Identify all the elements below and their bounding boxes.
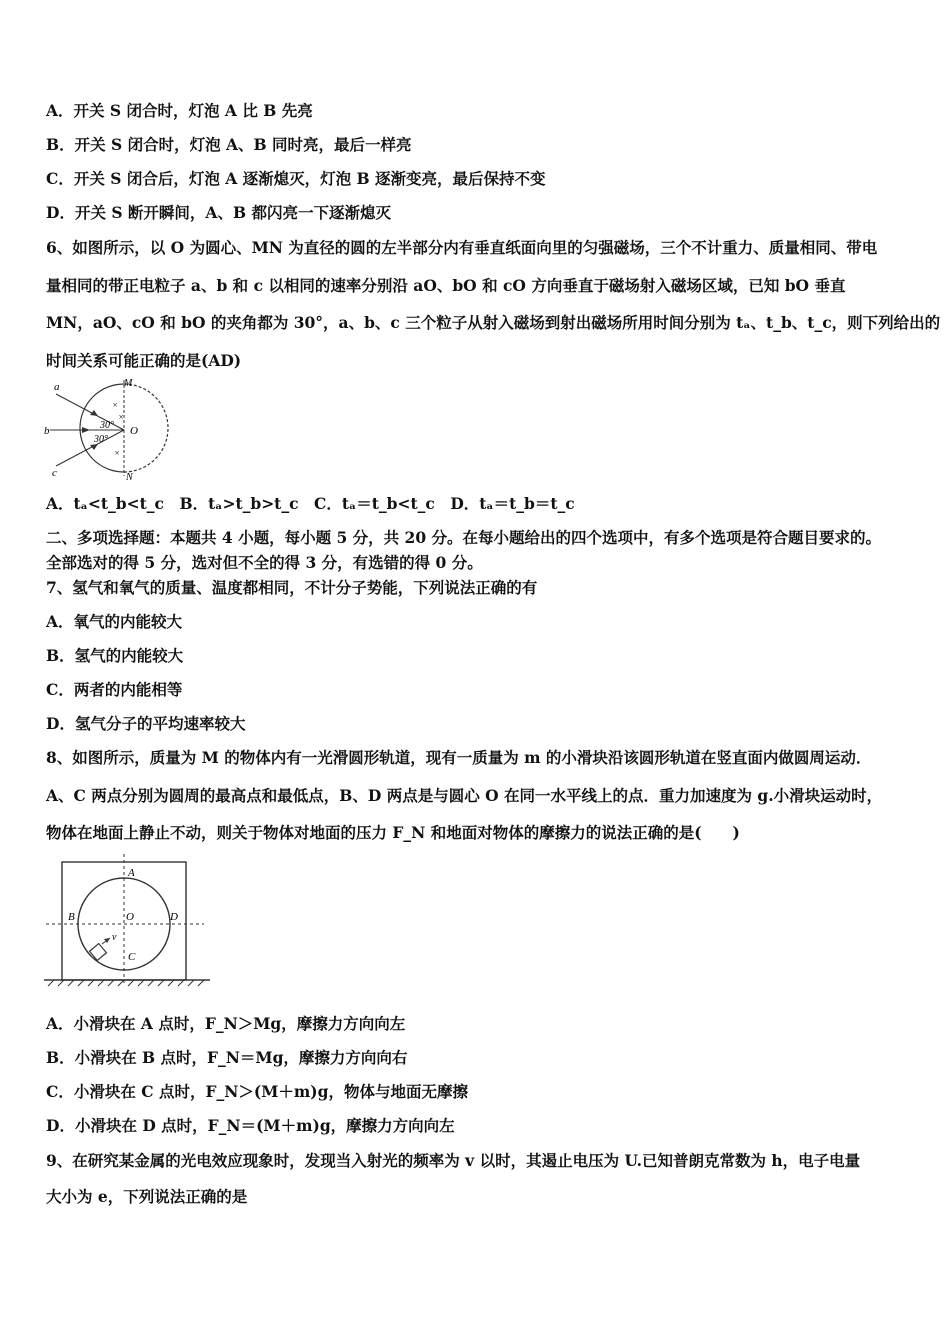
q5-option-b: B．开关 S 闭合时，灯泡 A、B 同时亮，最后一样亮 bbox=[46, 135, 412, 154]
q8-label-c: C bbox=[128, 951, 136, 963]
q6-label-m: M bbox=[124, 378, 133, 389]
q8-label-v: v bbox=[112, 932, 117, 943]
q7-option-b: B．氢气的内能较大 bbox=[46, 646, 184, 665]
q8-option-c: C．小滑块在 C 点时，F_N＞(M＋m)g，物体与地面无摩擦 bbox=[46, 1082, 468, 1101]
q6-label-o: O bbox=[130, 425, 138, 437]
q7-option-d: D．氢气分子的平均速率较大 bbox=[46, 714, 246, 733]
q6-stem-line-4: 时间关系可能正确的是(AD) bbox=[46, 351, 242, 370]
q5-option-d: D．开关 S 断开瞬间，A、B 都闪亮一下逐渐熄灭 bbox=[46, 203, 391, 222]
q7-stem: 7、氢气和氧气的质量、温度都相同，不计分子势能，下列说法正确的有 bbox=[46, 578, 538, 597]
q8-stem-line-3: 物体在地面上静止不动，则关于物体对地面的压力 F_N 和地面对物体的摩擦力的说法正确的是( ) bbox=[46, 823, 740, 842]
q6-stem-line-3: MN，aO、cO 和 bO 的夹角都为 30°，a、b、c 三个粒子从射入磁场到射出磁场所用时间分别为 tₐ、t_b、t_c，则下列给出的 bbox=[46, 313, 941, 332]
q6-field-cross: × bbox=[118, 412, 125, 422]
q8-figure bbox=[44, 852, 210, 994]
q8-label-b: B bbox=[68, 911, 75, 923]
q8-option-b: B．小滑块在 B 点时，F_N＝Mg，摩擦力方向向右 bbox=[46, 1048, 408, 1067]
q8-option-d: D．小滑块在 D 点时，F_N＝(M＋m)g，摩擦力方向向左 bbox=[46, 1116, 455, 1135]
q6-stem-line-2: 量相同的带正电粒子 a、b 和 c 以相同的速率分别沿 aO、bO 和 cO 方向垂直于磁场射入磁场区域，已知 bO 垂直 bbox=[46, 276, 846, 295]
q7-option-c: C．两者的内能相等 bbox=[46, 680, 183, 699]
q6-label-n: N bbox=[126, 472, 133, 480]
q5-option-c: C．开关 S 闭合后，灯泡 A 逐渐熄灭，灯泡 B 逐渐变亮，最后保持不变 bbox=[46, 169, 546, 188]
q6-stem-line-1: 6、如图所示，以 O 为圆心、MN 为直径的圆的左半部分内有垂直纸面向里的匀强磁场，三个不计重力、质量相同、带电 bbox=[46, 238, 878, 257]
q7-option-a: A．氧气的内能较大 bbox=[46, 612, 183, 631]
q5-option-a: A．开关 S 闭合时，灯泡 A 比 B 先亮 bbox=[46, 101, 313, 120]
q8-label-a: A bbox=[128, 867, 135, 879]
q8-label-d: D bbox=[170, 911, 178, 923]
q8-stem-line-2: A、C 两点分别为圆周的最高点和最低点，B、D 两点是与圆心 O 在同一水平线上的点．重力加速度为 g.小滑块运动时， bbox=[46, 786, 883, 805]
section2-line-2: 全部选对的得 5 分，选对但不全的得 3 分，有选错的得 0 分。 bbox=[46, 553, 483, 572]
q6-label-c: c bbox=[52, 467, 57, 479]
q6-options: A．tₐ<t_b<t_c B．tₐ>t_b>t_c C．tₐ＝t_b<t_c D．tₐ＝t_b＝t_c bbox=[46, 494, 575, 513]
q6-label-angle-2: 30° bbox=[94, 434, 108, 445]
q6-label-a: a bbox=[54, 381, 60, 393]
q8-label-o: O bbox=[126, 911, 134, 923]
q6-field-cross: × bbox=[114, 448, 121, 458]
q6-label-angle-1: 30° bbox=[100, 420, 114, 431]
q8-option-a: A．小滑块在 A 点时，F_N＞Mg，摩擦力方向向左 bbox=[46, 1014, 406, 1033]
q6-field-cross: × bbox=[112, 400, 119, 410]
q6-label-b: b bbox=[44, 425, 50, 437]
q9-stem-line-2: 大小为 e，下列说法正确的是 bbox=[46, 1187, 248, 1206]
q6-figure bbox=[44, 378, 174, 480]
q8-stem-line-1: 8、如图所示，质量为 M 的物体内有一光滑圆形轨道，现有一质量为 m 的小滑块沿该圆形轨道在竖直面内做圆周运动． bbox=[46, 748, 872, 767]
section2-line-1: 二、多项选择题：本题共 4 小题，每小题 5 分，共 20 分。在每小题给出的四个选项中，有多个选项是符合题目要求的。 bbox=[46, 528, 882, 547]
q9-stem-line-1: 9、在研究某金属的光电效应现象时，发现当入射光的频率为 v 以时，其遏止电压为 U.已知普朗克常数为 h，电子电量 bbox=[46, 1151, 861, 1170]
